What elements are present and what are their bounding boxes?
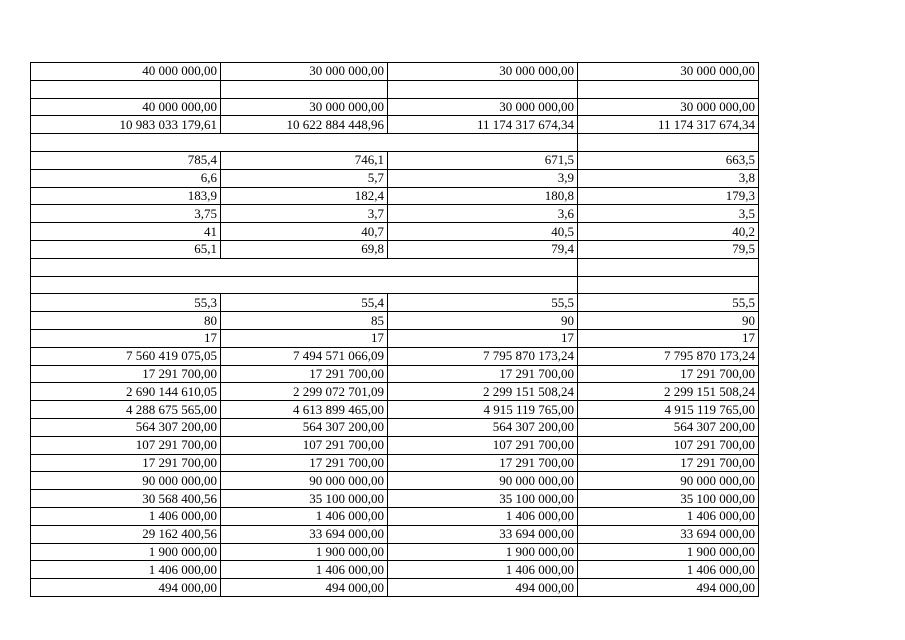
- table-cell: 564 307 200,00: [221, 418, 388, 436]
- table-cell: 11 174 317 674,34: [578, 116, 759, 134]
- table-cell: 1 406 000,00: [578, 507, 759, 525]
- table-row: [31, 383, 759, 401]
- table-cell: 85: [221, 312, 388, 330]
- table-row: [31, 312, 759, 330]
- table-row: [31, 525, 759, 543]
- merged-empty-cell: [31, 276, 578, 294]
- table-cell: 107 291 700,00: [578, 436, 759, 454]
- table-cell: 4 613 899 465,00: [221, 401, 388, 419]
- table-cell: 17 291 700,00: [578, 365, 759, 383]
- table-row: [31, 329, 759, 347]
- table-row: [31, 347, 759, 365]
- table-cell: 3,75: [31, 205, 221, 223]
- table-cell: 1 406 000,00: [221, 561, 388, 579]
- table-cell: 2 690 144 610,05: [31, 383, 221, 401]
- table-cell: 90 000 000,00: [31, 472, 221, 490]
- table-cell: 11 174 317 674,34: [388, 116, 578, 134]
- table-cell: 35 100 000,00: [221, 490, 388, 508]
- table-cell: 4 915 119 765,00: [388, 401, 578, 419]
- table-cell: 90 000 000,00: [388, 472, 578, 490]
- table-cell: 33 694 000,00: [578, 525, 759, 543]
- table-cell: 65,1: [31, 240, 221, 258]
- table-cell: 1 406 000,00: [31, 561, 221, 579]
- table-row: [31, 454, 759, 472]
- table-cell: 30 000 000,00: [578, 63, 759, 81]
- table-cell: 35 100 000,00: [578, 490, 759, 508]
- table-row: [31, 134, 759, 152]
- table-cell: 1 406 000,00: [388, 507, 578, 525]
- table-row: [31, 98, 759, 116]
- table-cell: 30 000 000,00: [221, 63, 388, 81]
- table-cell: 40 000 000,00: [31, 98, 221, 116]
- table-cell: 55,5: [388, 294, 578, 312]
- empty-cell: [578, 80, 759, 98]
- table-cell: 30 000 000,00: [388, 98, 578, 116]
- table-cell: 79,4: [388, 240, 578, 258]
- table-cell: 17 291 700,00: [31, 365, 221, 383]
- table-cell: 2 299 072 701,09: [221, 383, 388, 401]
- table-cell: 3,8: [578, 169, 759, 187]
- table-cell: 40,5: [388, 223, 578, 241]
- table-cell: 1 900 000,00: [578, 543, 759, 561]
- table-cell: 55,3: [31, 294, 221, 312]
- table-cell: 107 291 700,00: [388, 436, 578, 454]
- table-cell: 182,4: [221, 187, 388, 205]
- table-cell: 1 900 000,00: [31, 543, 221, 561]
- table-cell: 179,3: [578, 187, 759, 205]
- table-row: [31, 187, 759, 205]
- table-cell: 2 299 151 508,24: [388, 383, 578, 401]
- table-row: [31, 80, 759, 98]
- table-cell: 4 915 119 765,00: [578, 401, 759, 419]
- table-cell: 494 000,00: [578, 579, 759, 597]
- empty-cell: [31, 80, 221, 98]
- table-cell: 40,7: [221, 223, 388, 241]
- table-cell: 1 406 000,00: [388, 561, 578, 579]
- table-cell: 1 406 000,00: [31, 507, 221, 525]
- table-row: [31, 63, 759, 81]
- table-row: [31, 169, 759, 187]
- table-cell: 69,8: [221, 240, 388, 258]
- table-cell: 90 000 000,00: [578, 472, 759, 490]
- empty-cell: [578, 134, 759, 152]
- table-row: [31, 401, 759, 419]
- table-row: [31, 507, 759, 525]
- table-cell: 671,5: [388, 151, 578, 169]
- table-cell: 17 291 700,00: [388, 454, 578, 472]
- table-cell: 746,1: [221, 151, 388, 169]
- table-cell: 2 299 151 508,24: [578, 383, 759, 401]
- table-row: [31, 223, 759, 241]
- table-cell: 3,6: [388, 205, 578, 223]
- table-cell: 7 494 571 066,09: [221, 347, 388, 365]
- table-cell: 35 100 000,00: [388, 490, 578, 508]
- table-row: [31, 294, 759, 312]
- table-cell: 29 162 400,56: [31, 525, 221, 543]
- data-table-body: [31, 63, 759, 597]
- table-row: [31, 365, 759, 383]
- empty-cell: [388, 80, 578, 98]
- table-cell: 90: [388, 312, 578, 330]
- table-row: [31, 561, 759, 579]
- table-cell: 1 406 000,00: [221, 507, 388, 525]
- data-table: [30, 62, 759, 597]
- table-cell: 17: [578, 329, 759, 347]
- table-cell: 1 900 000,00: [388, 543, 578, 561]
- table-row: [31, 436, 759, 454]
- table-cell: 41: [31, 223, 221, 241]
- table-row: [31, 205, 759, 223]
- table-cell: 5,7: [221, 169, 388, 187]
- table-cell: 55,4: [221, 294, 388, 312]
- table-cell: 564 307 200,00: [578, 418, 759, 436]
- table-cell: 10 622 884 448,96: [221, 116, 388, 134]
- table-cell: 7 795 870 173,24: [578, 347, 759, 365]
- table-cell: 494 000,00: [31, 579, 221, 597]
- table-cell: 90 000 000,00: [221, 472, 388, 490]
- table-cell: 564 307 200,00: [388, 418, 578, 436]
- table-cell: 3,7: [221, 205, 388, 223]
- empty-cell: [578, 276, 759, 294]
- table-row: [31, 490, 759, 508]
- table-row: [31, 579, 759, 597]
- merged-empty-cell: [31, 134, 578, 152]
- table-cell: 107 291 700,00: [221, 436, 388, 454]
- table-cell: 33 694 000,00: [221, 525, 388, 543]
- empty-cell: [578, 258, 759, 276]
- table-cell: 17 291 700,00: [31, 454, 221, 472]
- table-cell: 30 000 000,00: [388, 63, 578, 81]
- table-cell: 7 795 870 173,24: [388, 347, 578, 365]
- table-cell: 17 291 700,00: [221, 454, 388, 472]
- table-cell: 1 900 000,00: [221, 543, 388, 561]
- table-cell: 17 291 700,00: [388, 365, 578, 383]
- empty-cell: [221, 80, 388, 98]
- merged-empty-cell: [31, 258, 578, 276]
- table-row: [31, 151, 759, 169]
- table-row: [31, 240, 759, 258]
- table-row: [31, 258, 759, 276]
- table-cell: 564 307 200,00: [31, 418, 221, 436]
- table-row: [31, 472, 759, 490]
- table-cell: 30 568 400,56: [31, 490, 221, 508]
- table-cell: 4 288 675 565,00: [31, 401, 221, 419]
- table-cell: 17: [31, 329, 221, 347]
- table-cell: 33 694 000,00: [388, 525, 578, 543]
- table-cell: 17: [221, 329, 388, 347]
- table-cell: 40 000 000,00: [31, 63, 221, 81]
- table-row: [31, 418, 759, 436]
- table-cell: 3,9: [388, 169, 578, 187]
- table-cell: 17 291 700,00: [578, 454, 759, 472]
- table-cell: 17 291 700,00: [221, 365, 388, 383]
- table-cell: 30 000 000,00: [578, 98, 759, 116]
- table-cell: 55,5: [578, 294, 759, 312]
- table-cell: 183,9: [31, 187, 221, 205]
- table-cell: 663,5: [578, 151, 759, 169]
- table-cell: 494 000,00: [388, 579, 578, 597]
- table-cell: 107 291 700,00: [31, 436, 221, 454]
- table-row: [31, 116, 759, 134]
- table-cell: 7 560 419 075,05: [31, 347, 221, 365]
- table-cell: 90: [578, 312, 759, 330]
- table-cell: 79,5: [578, 240, 759, 258]
- table-cell: 17: [388, 329, 578, 347]
- table-row: [31, 543, 759, 561]
- table-cell: 3,5: [578, 205, 759, 223]
- table-cell: 494 000,00: [221, 579, 388, 597]
- table-row: [31, 276, 759, 294]
- table-cell: 1 406 000,00: [578, 561, 759, 579]
- table-cell: 80: [31, 312, 221, 330]
- table-cell: 40,2: [578, 223, 759, 241]
- table-cell: 180,8: [388, 187, 578, 205]
- table-cell: 10 983 033 179,61: [31, 116, 221, 134]
- table-cell: 6,6: [31, 169, 221, 187]
- table-cell: 30 000 000,00: [221, 98, 388, 116]
- table-cell: 785,4: [31, 151, 221, 169]
